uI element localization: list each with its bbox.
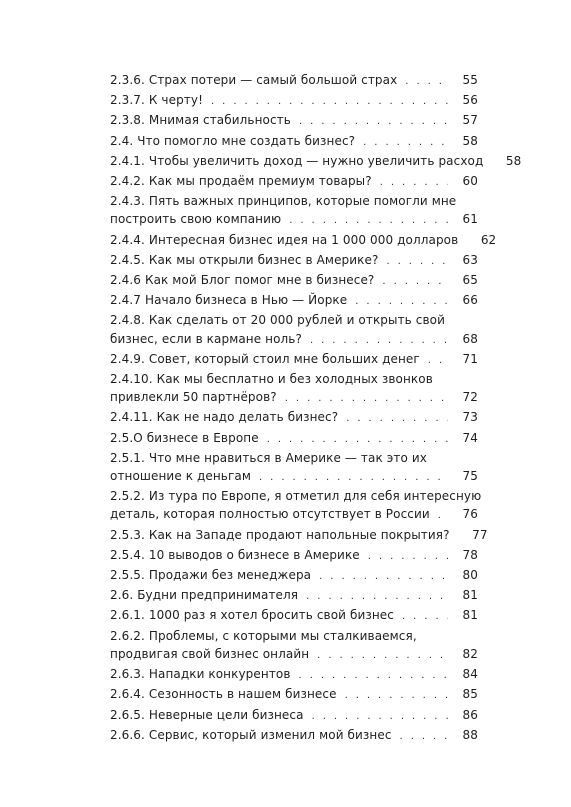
toc-entry-title: привлекли 50 партнёров? bbox=[110, 390, 277, 405]
dot-leader bbox=[345, 687, 448, 705]
dot-leader bbox=[259, 469, 448, 487]
toc-page-number: 72 bbox=[462, 390, 478, 405]
toc-entry-title: 2.6.4. Сезонность в нашем бизнесе bbox=[110, 687, 337, 702]
toc-page-number: 85 bbox=[462, 687, 478, 702]
toc-entry-title: 2.4.2. Как мы продаём премиум товары? bbox=[110, 174, 372, 189]
toc-entry bbox=[110, 586, 478, 606]
toc-page-number: 56 bbox=[462, 93, 478, 108]
toc-page-number: 78 bbox=[462, 547, 478, 562]
toc-entry-row bbox=[110, 645, 478, 665]
toc-entry-row bbox=[110, 505, 478, 525]
toc-entry-title: 2.4.5. Как мы открыли бизнес в Америке? bbox=[110, 252, 379, 267]
dot-leader bbox=[355, 293, 448, 311]
toc-entry-row bbox=[110, 467, 478, 487]
toc-entry bbox=[110, 526, 488, 546]
toc-entry-row bbox=[110, 388, 478, 408]
toc-entry-row bbox=[110, 210, 478, 230]
toc-entry-title: продвигая свой бизнес онлайн bbox=[110, 646, 310, 661]
toc-entry bbox=[110, 487, 482, 525]
toc-entry-title: 2.4.7 Начало бизнеса в Нью — Йорке bbox=[110, 293, 348, 308]
toc-page-number: 60 bbox=[462, 174, 478, 189]
toc-page-number: 84 bbox=[462, 667, 478, 682]
toc-page-number: 62 bbox=[480, 232, 497, 247]
toc-entry-title-line: 2.4.8. Как сделать от 20 000 рублей и открыть свой bbox=[110, 313, 445, 328]
toc-page-number: 55 bbox=[462, 73, 478, 87]
toc-entry-title: деталь, которая полностью отсутствует в России bbox=[110, 507, 430, 522]
toc-entry bbox=[110, 91, 478, 111]
toc-entry-title: 2.3.7. К черту! bbox=[110, 93, 203, 108]
toc-entry bbox=[110, 152, 522, 172]
toc-entry bbox=[110, 726, 478, 746]
toc-entry-title: 2.6. Будни предпринимателя bbox=[110, 588, 299, 603]
toc-entry-title: 2.4.11. Как не надо делать бизнес? bbox=[110, 410, 339, 425]
toc-entry-title: 2.4. Что помогло мне создать бизнес? bbox=[110, 133, 356, 148]
toc-page-number: 63 bbox=[462, 252, 478, 267]
toc-entry-title: 2.4.1. Чтобы увеличить доход — нужно увеличить расход bbox=[110, 153, 484, 168]
toc-entry-row bbox=[110, 172, 478, 192]
toc-entry-title: 2.3.8. Мнимая стабильность bbox=[110, 113, 291, 128]
toc-entry-title: 2.4.4. Интересная бизнес идея на 1 000 000 долларов bbox=[110, 232, 459, 247]
toc-entry bbox=[110, 627, 478, 665]
toc-entry-row bbox=[110, 706, 478, 726]
toc-page-number: 86 bbox=[462, 707, 478, 722]
toc-page-number: 58 bbox=[462, 133, 478, 148]
toc-entry-row bbox=[110, 429, 478, 449]
toc-entry-title: бизнес, если в кармане ноль? bbox=[110, 331, 302, 346]
toc-entry-title-line: 2.5.2. Из тура по Европе, я отметил для себя интересную bbox=[110, 489, 482, 504]
toc-entry bbox=[110, 192, 478, 230]
toc-entry bbox=[110, 566, 478, 586]
toc-entry-row bbox=[110, 291, 478, 311]
toc-entry bbox=[110, 429, 478, 449]
toc-entry bbox=[110, 71, 478, 91]
toc-page-number: 65 bbox=[462, 273, 478, 288]
dot-leader bbox=[368, 548, 448, 566]
toc-entry-title: отношение к деньгам bbox=[110, 469, 251, 484]
toc-page-number: 57 bbox=[462, 113, 478, 128]
toc-entry-row bbox=[110, 111, 478, 131]
toc-entry bbox=[110, 370, 478, 408]
toc-entry bbox=[110, 665, 478, 685]
dot-leader bbox=[211, 93, 448, 111]
toc-entry bbox=[110, 606, 478, 626]
toc-entry bbox=[110, 231, 497, 251]
toc-entry-title-line: 2.4.10. Как мы бесплатно и без холодных звонков bbox=[110, 372, 433, 387]
toc-page-number: 75 bbox=[462, 469, 478, 484]
toc-entry-row bbox=[110, 526, 488, 546]
toc-entry-title: 2.5.4. 10 выводов о бизнесе в Америке bbox=[110, 547, 360, 562]
toc-entry bbox=[110, 408, 478, 428]
dot-leader bbox=[402, 608, 448, 626]
toc-entry-row bbox=[110, 251, 478, 271]
toc-entry-title: 2.3.6. Страх потери — самый большой страх bbox=[110, 73, 398, 87]
toc-entry-title-line: 2.6.2. Проблемы, с которыми мы сталкиваемся, bbox=[110, 628, 417, 643]
toc-entry bbox=[110, 350, 478, 370]
dot-leader bbox=[363, 134, 448, 152]
dot-leader bbox=[386, 253, 448, 271]
toc-page-number: 61 bbox=[462, 212, 478, 227]
toc-page-number: 68 bbox=[462, 331, 478, 346]
toc-entry-title: 2.6.6. Сервис, который изменил мой бизнес bbox=[110, 727, 392, 742]
toc-entry-title: 2.6.3. Нападки конкурентов bbox=[110, 667, 291, 682]
toc-page-number: 73 bbox=[462, 410, 478, 425]
toc-entry-title: 2.4.9. Совет, который стоил мне больших денег bbox=[110, 351, 420, 366]
toc-page-number: 77 bbox=[472, 527, 488, 542]
toc-entry-row bbox=[110, 606, 478, 626]
dot-leader bbox=[428, 352, 448, 370]
toc-entry-title-line: 2.5.1. Что мне нравиться в Америке — так это их bbox=[110, 450, 427, 465]
toc-entry bbox=[110, 132, 478, 152]
toc-page-number: 66 bbox=[462, 293, 478, 308]
toc-entry bbox=[110, 449, 478, 487]
toc-entry-row bbox=[110, 408, 478, 428]
toc-entry bbox=[110, 111, 478, 131]
toc-entry bbox=[110, 546, 478, 566]
toc-page-number: 88 bbox=[462, 727, 478, 742]
dot-leader bbox=[382, 273, 448, 291]
toc-page-number: 80 bbox=[462, 568, 478, 583]
toc-entry-title: 2.5.5. Продажи без менеджера bbox=[110, 568, 312, 583]
toc-entry-title: 2.6.1. 1000 раз я хотел бросить свой бизнес bbox=[110, 608, 394, 623]
dot-leader bbox=[299, 667, 448, 685]
dot-leader bbox=[310, 332, 448, 350]
dot-leader bbox=[312, 708, 448, 726]
toc-entry bbox=[110, 251, 478, 271]
toc-entry-row bbox=[110, 71, 478, 91]
toc-entry-row bbox=[110, 271, 478, 291]
dot-leader bbox=[289, 212, 448, 230]
toc-entry-row bbox=[110, 726, 478, 746]
dot-leader bbox=[306, 588, 448, 606]
toc-entry bbox=[110, 291, 478, 311]
dot-leader bbox=[299, 113, 448, 131]
dot-leader bbox=[267, 431, 448, 449]
toc-entry bbox=[110, 685, 478, 705]
dot-leader bbox=[438, 507, 448, 525]
toc-entry bbox=[110, 706, 478, 726]
toc-page-number: 58 bbox=[505, 153, 522, 168]
toc-entry bbox=[110, 172, 478, 192]
dot-leader bbox=[380, 174, 448, 192]
toc-entry-row bbox=[110, 566, 478, 586]
toc-entry-row bbox=[110, 91, 478, 111]
toc-entry-title-line: 2.4.3. Пять важных принципов, которые помогли мне bbox=[110, 194, 457, 209]
dot-leader bbox=[346, 410, 448, 428]
toc-page-number: 76 bbox=[462, 507, 478, 522]
toc-entry bbox=[110, 271, 478, 291]
toc-entry-row bbox=[110, 152, 522, 172]
toc-entry-row bbox=[110, 685, 478, 705]
dot-leader bbox=[400, 728, 448, 746]
toc-entry-title: построить свою компанию bbox=[110, 212, 282, 227]
toc-entry-title: 2.5.3. Как на Западе продают напольные покрытия? bbox=[110, 527, 450, 542]
toc-entry-title: 2.5.О бизнесе в Европе bbox=[110, 430, 259, 445]
table-of-contents bbox=[110, 71, 522, 746]
toc-entry-title: 2.6.5. Неверные цели бизнеса bbox=[110, 707, 304, 722]
toc-entry-row bbox=[110, 350, 478, 370]
toc-entry-row bbox=[110, 546, 478, 566]
toc-entry-row bbox=[110, 231, 497, 251]
dot-leader bbox=[405, 73, 448, 91]
toc-entry-title: 2.4.6 Как мой Блог помог мне в бизнесе? bbox=[110, 273, 375, 288]
toc-entry-row bbox=[110, 330, 478, 350]
dot-leader bbox=[317, 647, 448, 665]
toc-entry-row bbox=[110, 665, 478, 685]
dot-leader bbox=[319, 568, 448, 586]
toc-entry-row bbox=[110, 586, 478, 606]
dot-leader bbox=[285, 390, 448, 408]
toc-page-number: 71 bbox=[462, 351, 478, 366]
toc-page-number: 81 bbox=[462, 608, 478, 623]
toc-page-number: 74 bbox=[462, 430, 478, 445]
toc-entry-row bbox=[110, 132, 478, 152]
toc-page-number: 81 bbox=[462, 588, 478, 603]
toc-page-number: 82 bbox=[462, 646, 478, 661]
toc-entry bbox=[110, 311, 478, 349]
